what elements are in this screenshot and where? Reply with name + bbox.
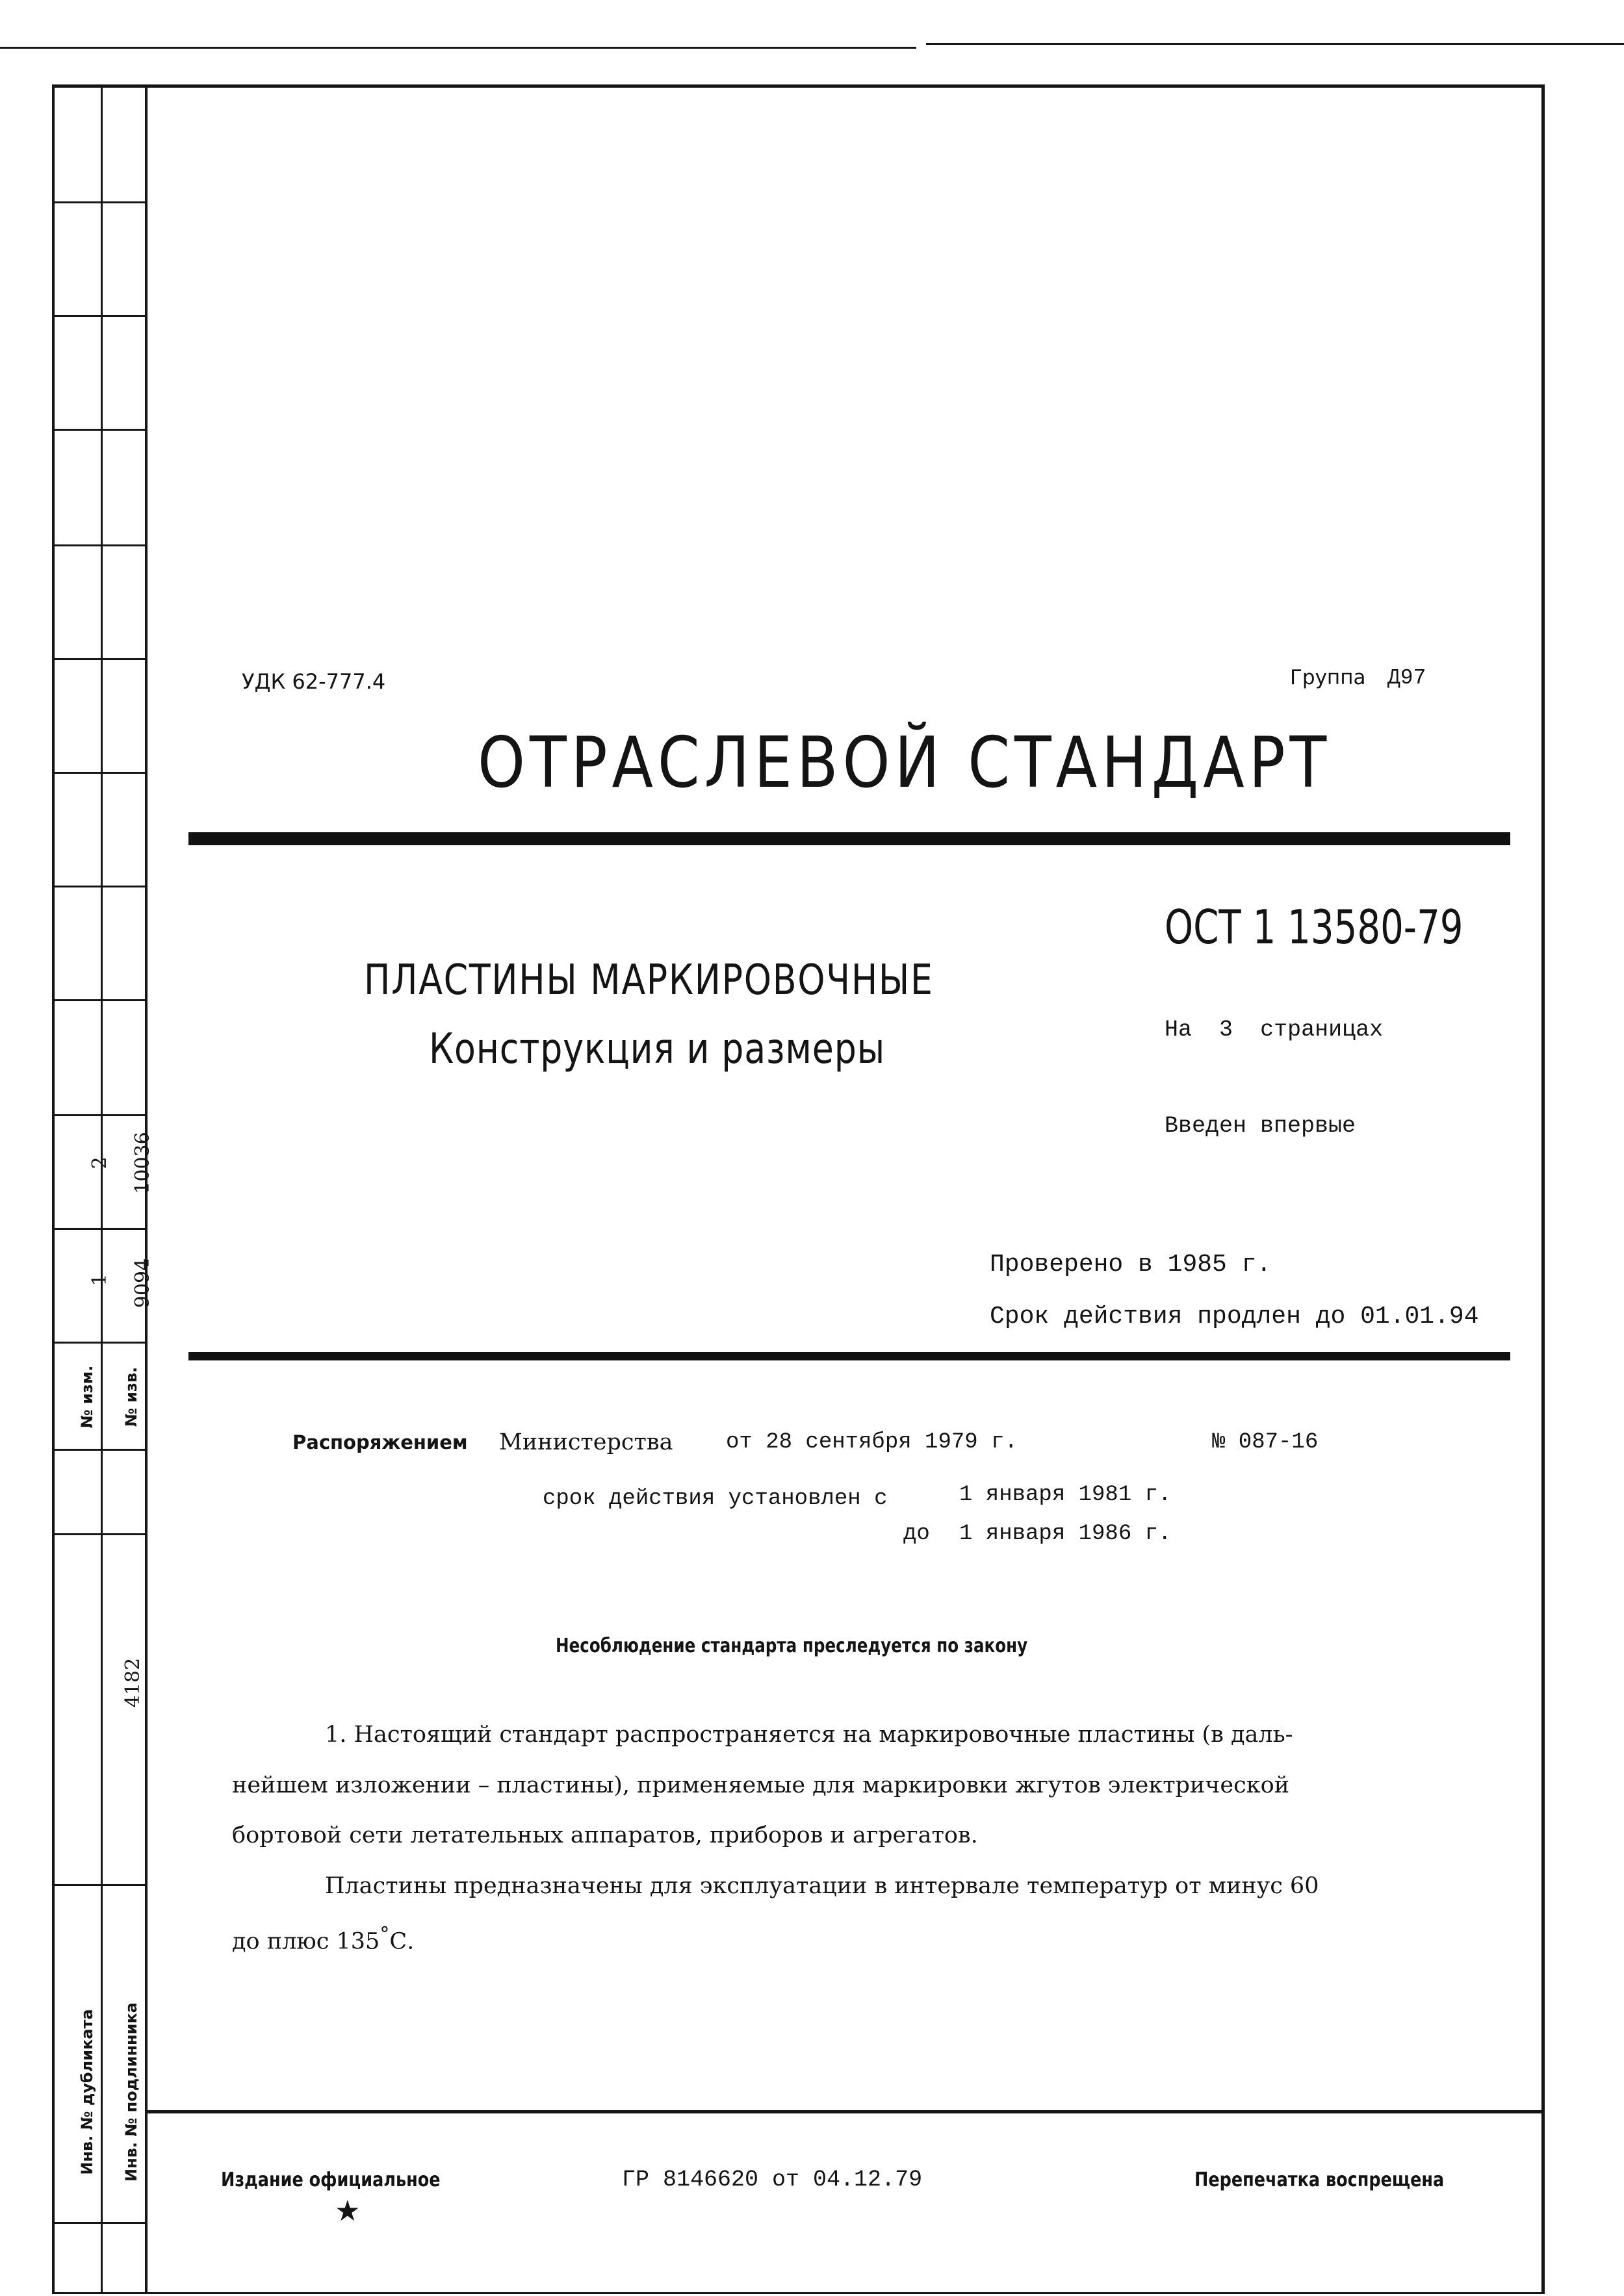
- standard-number: ОСТ 1 13580-79: [1165, 900, 1463, 954]
- side-rule: [52, 658, 148, 660]
- original-inventory-number: 4182: [122, 1657, 144, 1708]
- order-date: от 28 сентября 1979 г.: [726, 1430, 1018, 1455]
- udk-code: УДК 62-777.4: [242, 669, 386, 694]
- side-rule: [52, 1342, 148, 1344]
- order-label: Распоряжением: [292, 1431, 468, 1453]
- bottom-edge: [52, 2292, 1545, 2294]
- notice-number-2: 10036: [131, 1132, 154, 1194]
- side-rule: [52, 315, 148, 317]
- body-paragraph-2-line-1: Пластины предназначены для эксплуатации в интервале температур от минус 60: [325, 1873, 1319, 1899]
- page-title: ОТРАСЛЕВОЙ СТАНДАРТ: [478, 722, 1332, 804]
- top-edge-right: [926, 43, 1624, 45]
- validity-to-label: до: [903, 1522, 930, 1546]
- order-number: № 087-16: [1212, 1430, 1319, 1455]
- side-rule: [52, 772, 148, 774]
- validity-to-date: 1 января 1986 г.: [959, 1522, 1172, 1546]
- top-edge-left: [0, 47, 916, 49]
- side-rule: [52, 429, 148, 431]
- side-rule: [52, 886, 148, 887]
- duplicate-inventory-label: Инв. № дубликата: [78, 2009, 96, 2175]
- reprint-prohibited: Перепечатка воспрещена: [1194, 2169, 1445, 2191]
- validity-from-date: 1 января 1981 г.: [959, 1483, 1172, 1507]
- side-rule: [52, 1533, 148, 1535]
- change-number-1: 1: [88, 1273, 111, 1286]
- side-rule: [52, 1884, 148, 1886]
- change-number-2: 2: [88, 1156, 111, 1169]
- footer-divider: [148, 2110, 1545, 2113]
- group-code: Д97: [1387, 666, 1426, 690]
- frame-left: [52, 84, 55, 2293]
- notice-number-1: 9094: [131, 1258, 154, 1308]
- body-paragraph-1-line-3: бортовой сети летательных аппаратов, приборов и агрегатов.: [232, 1822, 978, 1848]
- star-icon: ★: [335, 2195, 361, 2228]
- title-rule: [188, 832, 1510, 845]
- change-column-label: № изм.: [78, 1365, 96, 1429]
- introduced-note: Введен впервые: [1165, 1113, 1356, 1139]
- side-rule: [52, 1449, 148, 1451]
- standard-subtitle: Конструкция и размеры: [429, 1025, 885, 1073]
- order-rule: [188, 1352, 1510, 1360]
- legal-warning: Несоблюдение стандарта преследуется по закону: [556, 1635, 1028, 1657]
- registration-number: ГР 8146620 от 04.12.79: [622, 2167, 923, 2193]
- checked-note: Проверено в 1985 г.: [990, 1251, 1272, 1279]
- body-paragraph-1-line-1: 1. Настоящий стандарт распространяется на маркировочные пластины (в даль-: [325, 1722, 1293, 1748]
- original-inventory-label: Инв. № подлинника: [122, 2002, 140, 2182]
- pages-info: На 3 страницах: [1165, 1017, 1384, 1043]
- frame-right: [1541, 84, 1545, 2293]
- standard-name: ПЛАСТИНЫ МАРКИРОВОЧНЫЕ: [364, 956, 934, 1004]
- validity-from-label: срок действия установлен с: [543, 1486, 888, 1511]
- side-rule: [52, 2222, 148, 2224]
- order-ministry: Министерства: [499, 1429, 673, 1455]
- side-rule: [52, 201, 148, 203]
- frame-top: [52, 84, 1545, 88]
- body-paragraph-1-line-2: нейшем изложении – пластины), применяемые для маркировки жгутов электрической: [232, 1772, 1290, 1798]
- notice-column-label: № изв.: [122, 1366, 140, 1427]
- side-rule: [52, 999, 148, 1001]
- side-rule: [52, 544, 148, 546]
- extended-note: Срок действия продлен до 01.01.94: [990, 1303, 1479, 1331]
- side-col-divider-1: [101, 84, 103, 2293]
- group-label: Группа: [1290, 666, 1366, 689]
- official-edition: Издание официальное: [221, 2169, 441, 2191]
- body-paragraph-2-line-2: до плюс 135°С.: [232, 1923, 415, 1955]
